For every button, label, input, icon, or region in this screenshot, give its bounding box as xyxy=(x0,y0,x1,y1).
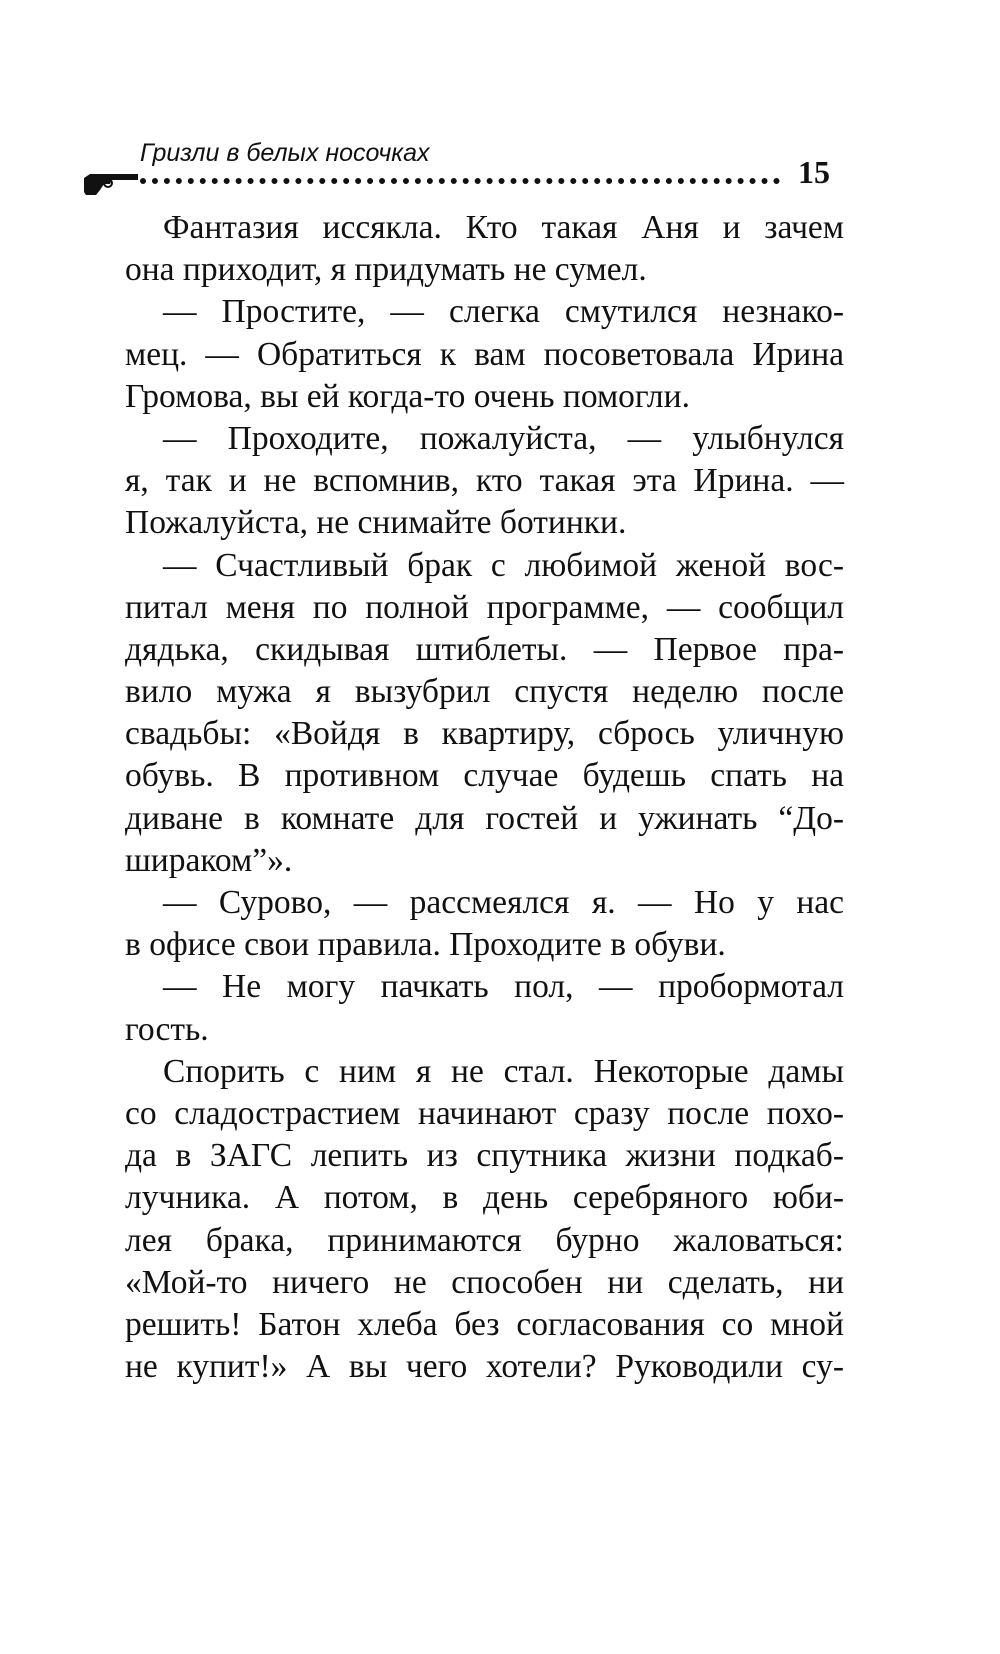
paragraph xyxy=(125,418,844,545)
text-line: — Не могу пачкать пол, — пробормотал xyxy=(163,968,844,1006)
text-line: питал меня по полной программе, — сообщил xyxy=(125,588,844,626)
page-body xyxy=(125,207,844,1388)
text-line: диване в комнате для гостей и ужинать “До- xyxy=(125,799,844,837)
text-line: обувь. В противном случае будешь спать на xyxy=(125,757,844,795)
text-line: да в ЗАГС лепить из спутника жизни подкаб- xyxy=(125,1137,844,1175)
text-line: гость. xyxy=(125,1010,209,1048)
text-line: в офисе свои правила. Проходите в обуви. xyxy=(125,926,726,964)
text-line: Спорить с ним я не стал. Некоторые дамы xyxy=(163,1052,844,1090)
book-title: Гризли в белых носочках xyxy=(140,139,430,167)
text-line: — Простите, — слегка смутился незнако- xyxy=(163,293,844,331)
revolver-icon xyxy=(82,162,140,196)
header-dotted-rule xyxy=(140,178,780,184)
text-line: мец. — Обратиться к вам посоветовала Ирина xyxy=(125,335,844,373)
text-line: Пожалуйста, не снимайте ботинки. xyxy=(125,504,627,542)
text-line: я, так и не вспомнив, кто такая эта Ирина. — xyxy=(125,462,844,500)
text-line: не купит!» А вы чего хотели? Руководили су- xyxy=(125,1348,844,1386)
paragraph xyxy=(125,966,844,1050)
text-line: — Сурово, — рассмеялся я. — Но у нас xyxy=(163,884,844,921)
paragraph xyxy=(125,882,844,966)
text-line: «Мой-то ничего не способен ни сделать, ни xyxy=(125,1263,844,1301)
paragraph xyxy=(125,291,844,418)
text-line: ширaком”». xyxy=(125,841,293,879)
paragraph xyxy=(125,545,844,883)
running-header xyxy=(82,138,844,198)
text-line: Фантазия иссякла. Кто такая Аня и зачем xyxy=(163,209,844,246)
text-line: — Счастливый брак с любимой женой вос- xyxy=(163,546,844,584)
paragraph xyxy=(125,1051,844,1389)
text-line: лея брака, принимаются бурно жаловаться: xyxy=(125,1221,844,1259)
text-line: решить! Батон хлеба без согласования со мной xyxy=(125,1305,844,1343)
text-line: она приходит, я придумать не сумел. xyxy=(125,251,647,289)
text-line: свадьбы: «Войдя в квартиру, сбрось уличную xyxy=(125,715,844,753)
page-number: 15 xyxy=(798,154,830,190)
text-line: дядька, скидывая штиблеты. — Первое пра- xyxy=(125,630,844,668)
text-line: со сладострастием начинают сразу после похо- xyxy=(125,1094,844,1132)
text-line: — Проходите, пожалуйста, — улыбнулся xyxy=(163,419,844,457)
text-line: лучника. А потом, в день серебряного юби- xyxy=(125,1179,844,1217)
text-line: Громова, вы ей когда-то очень помогли. xyxy=(125,377,690,415)
paragraph xyxy=(125,207,844,291)
text-line: вило мужа я вызубрил спустя неделю после xyxy=(125,673,844,711)
